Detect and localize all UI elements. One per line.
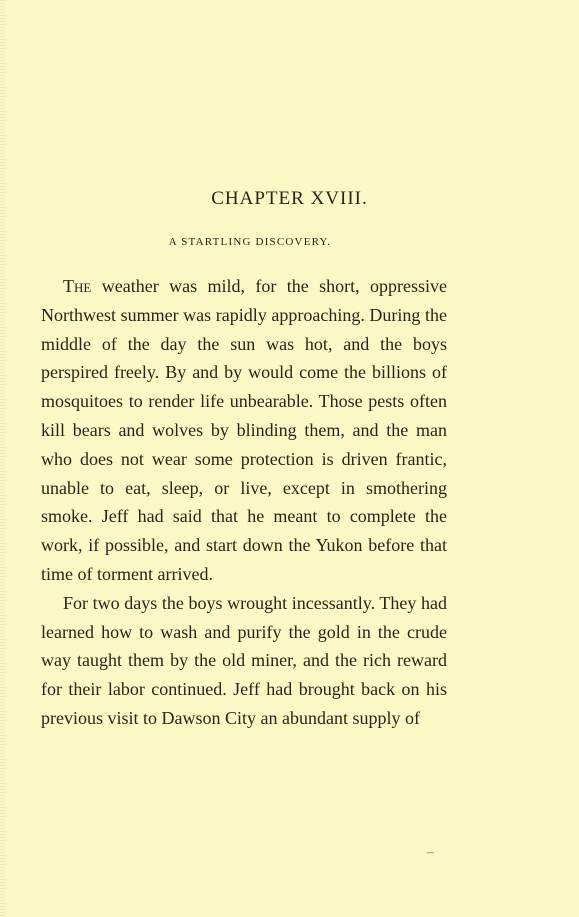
chapter-subtitle: A STARTLING DISCOVERY. bbox=[168, 236, 332, 248]
paragraph-2 bbox=[41, 589, 447, 733]
page-spine-edge bbox=[0, 0, 5, 917]
paragraph-1-text: weather was mild, for the short, oppressive Northwest summer was rapidly approaching. During the middle of the day the sun was hot, and the boys perspired freely. By and by would come the billions of mosquitoes to render life unbearable. Those pests often kill bears and wolves by blinding them, and the man who does not wear some protection is driven frantic, unable to eat, sleep, or live, except in smothering smoke. Jeff had said that he meant to complete the work, if possible, and start down the Yukon before that time of torment arrived. bbox=[41, 276, 447, 584]
paragraph-lead-word: The bbox=[63, 276, 92, 296]
page-bottom-mark: – bbox=[427, 845, 434, 860]
paragraph-1 bbox=[41, 272, 447, 589]
body-text bbox=[41, 272, 447, 733]
chapter-title: CHAPTER XVIII. bbox=[211, 188, 368, 209]
paragraph-2-text: For two days the boys wrought incessantly. They had learned how to wash and purify the gold in the crude way taught them by the old miner, and the rich reward for their labor continued. Jeff had brought back on his previous visit to Dawson City an abundant supply of bbox=[41, 592, 447, 728]
